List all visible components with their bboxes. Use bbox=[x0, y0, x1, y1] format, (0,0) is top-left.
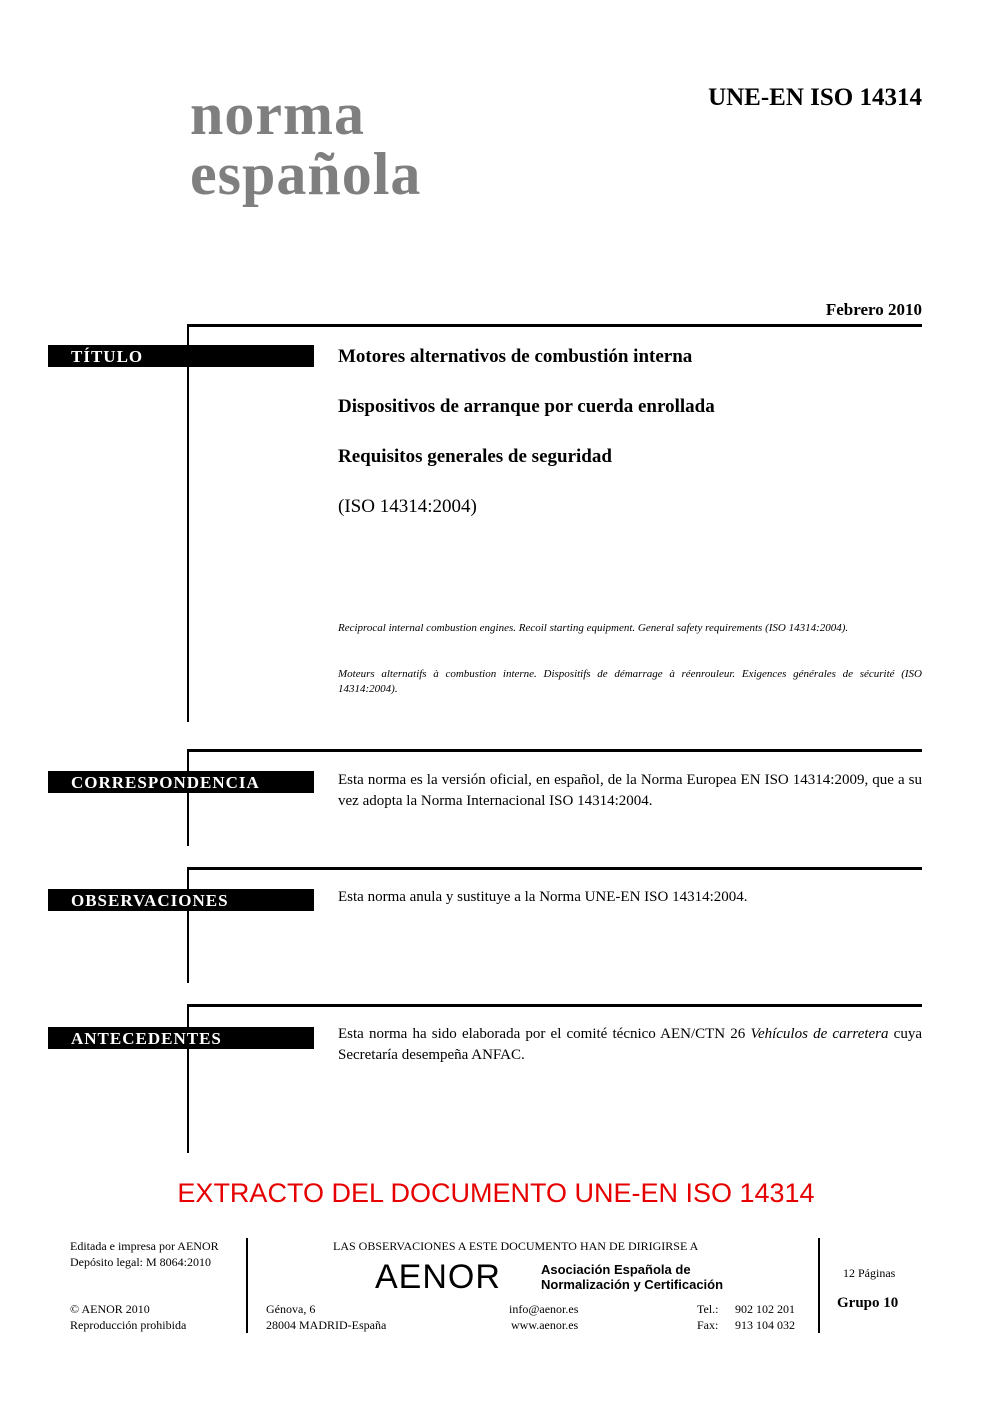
section-label-antecedentes bbox=[48, 1027, 314, 1049]
title-translation-fr: Moteurs alternatifs à combustion interne. Dispositifs de démarrage à réenrouleur. Exigences générales de sécurité (ISO 14314:2004). bbox=[338, 668, 922, 695]
footer-page-count: 12 Páginas bbox=[843, 1266, 896, 1280]
aenor-association bbox=[541, 1262, 723, 1292]
antecedentes-text-start: Esta norma ha sido elaborada por el comité técnico AEN/CTN 26 bbox=[338, 1026, 751, 1042]
section-label-titulo bbox=[48, 345, 314, 367]
footer-fax: 913 104 032 bbox=[735, 1318, 795, 1332]
publication-date: Febrero 2010 bbox=[825, 300, 922, 319]
section-label-observaciones bbox=[48, 889, 314, 911]
footer-deposit: Depósito legal: M 8064:2010 bbox=[70, 1255, 211, 1269]
extract-banner: EXTRACTO DEL DOCUMENTO UNE-EN ISO 14314 bbox=[177, 1178, 815, 1208]
section-divider-correspondencia bbox=[188, 749, 922, 752]
footer-divider-right bbox=[818, 1238, 820, 1333]
footer-fax-label: Fax: bbox=[697, 1318, 719, 1332]
footer-reproduction: Reproducción prohibida bbox=[70, 1318, 187, 1332]
committee-name: Vehículos de carretera bbox=[750, 1026, 889, 1042]
section-rule-correspondencia bbox=[187, 749, 189, 846]
title-line-1: Motores alternativos de combustión interna bbox=[338, 346, 693, 367]
footer-address-1: Génova, 6 bbox=[266, 1302, 316, 1316]
footer-website[interactable]: www.aenor.es bbox=[511, 1318, 579, 1332]
section-rule-observaciones bbox=[187, 867, 189, 983]
antecedentes-text-end: cuya Secretaría desempeña ANFAC. bbox=[338, 1026, 922, 1063]
title-line-2: Dispositivos de arranque por cuerda enrollada bbox=[338, 396, 715, 417]
footer-observations-note: LAS OBSERVACIONES A ESTE DOCUMENTO HAN DE DIRIGIRSE A bbox=[333, 1239, 699, 1253]
section-label-titulo-text: TÍTULO bbox=[71, 347, 144, 366]
footer-copyright: © AENOR 2010 bbox=[70, 1302, 150, 1316]
footer-tel: 902 102 201 bbox=[735, 1302, 795, 1316]
section-label-antecedentes-text: ANTECEDENTES bbox=[71, 1029, 222, 1048]
aenor-association-line-1: Asociación Española de bbox=[541, 1262, 691, 1277]
iso-reference: (ISO 14314:2004) bbox=[338, 496, 477, 517]
footer-address-2: 28004 MADRID-España bbox=[266, 1318, 387, 1332]
aenor-logo: AENOR bbox=[375, 1258, 501, 1296]
aenor-association-line-2: Normalización y Certificación bbox=[541, 1277, 724, 1292]
standard-number: UNE-EN ISO 14314 bbox=[708, 84, 922, 111]
section-divider-titulo bbox=[188, 324, 922, 327]
antecedentes-text bbox=[338, 1024, 922, 1066]
section-label-observaciones-text: OBSERVACIONES bbox=[71, 891, 229, 910]
correspondencia-text: Esta norma es la versión oficial, en español, de la Norma Europea EN ISO 14314:2009, que a su vez adopta la Norma Internacional ISO 14314:2004. bbox=[338, 772, 922, 809]
observaciones-text: Esta norma anula y sustituye a la Norma UNE-EN ISO 14314:2004. bbox=[338, 889, 748, 905]
footer-price-group: Grupo 10 bbox=[837, 1295, 899, 1311]
footer-tel-label: Tel.: bbox=[697, 1302, 719, 1316]
section-divider-observaciones bbox=[188, 867, 922, 870]
title-translation-en: Reciprocal internal combustion engines. Recoil starting equipment. General safety requirements (ISO 14314:2004). bbox=[338, 622, 849, 634]
section-label-correspondencia-text: CORRESPONDENCIA bbox=[71, 773, 260, 792]
footer-divider-left bbox=[246, 1238, 248, 1333]
title-line-3: Requisitos generales de seguridad bbox=[338, 446, 612, 467]
section-label-correspondencia bbox=[48, 771, 314, 793]
footer-email[interactable]: info@aenor.es bbox=[509, 1302, 579, 1316]
footer-edited: Editada e impresa por AENOR bbox=[70, 1239, 219, 1253]
section-rule-titulo bbox=[187, 324, 189, 722]
section-divider-antecedentes bbox=[188, 1004, 922, 1007]
brand-line-2: española bbox=[190, 141, 422, 207]
brand-line-1: norma bbox=[190, 81, 365, 147]
